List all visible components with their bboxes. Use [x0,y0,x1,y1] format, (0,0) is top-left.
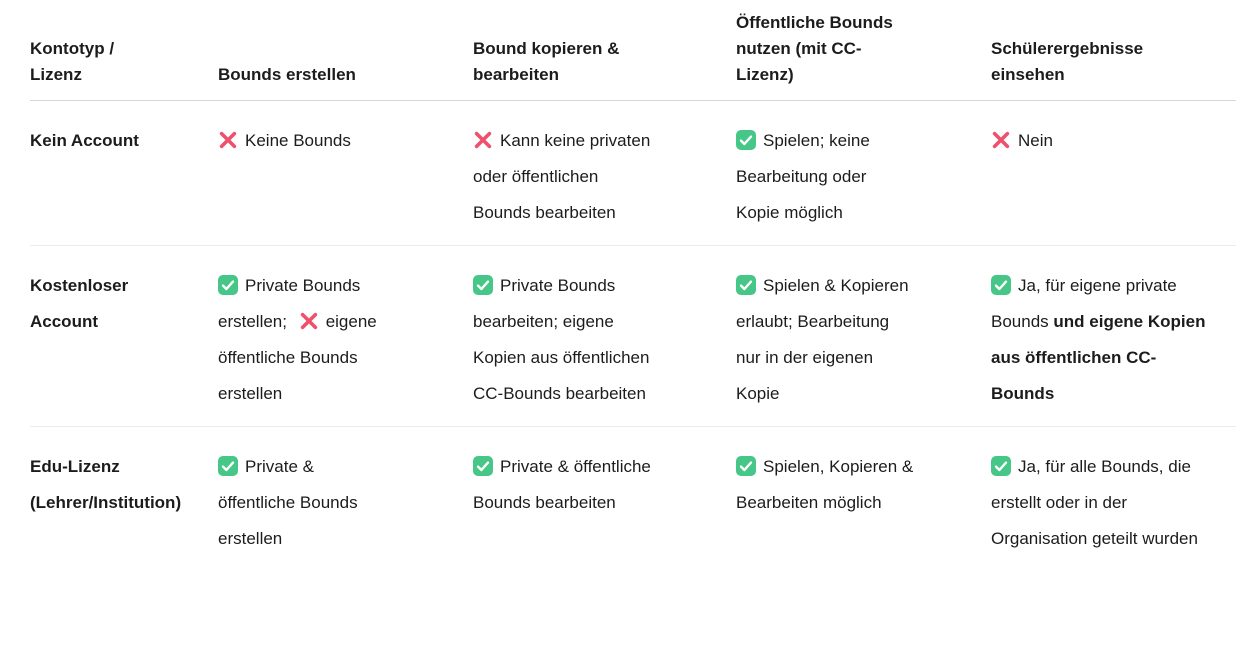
table-body [30,101,1236,572]
table-cell [218,427,473,572]
check-icon [736,130,756,150]
col-header-bound-kopieren-bearbeiten: Bound kopieren & bearbeiten [473,0,736,101]
table-row [30,246,1236,427]
check-icon [473,275,493,295]
check-icon [991,456,1011,476]
table-cell [218,246,473,427]
cross-icon [991,130,1011,150]
cell-text: Kann keine privaten oder öffentlichen Bounds bearbeiten [473,131,651,222]
cell-text: Private Bounds erstellen; [218,276,361,331]
cell-text: Ja, für eigene private Bounds [991,276,1177,331]
table-cell [473,101,736,246]
cell-text: Private & öffentliche Bounds erstellen [218,457,358,548]
check-icon [736,456,756,476]
table-cell [991,427,1236,572]
cell-text: eigene öffentliche Bounds erstellen [218,312,377,403]
table-cell [991,246,1236,427]
table-cell [991,101,1236,246]
row-label: Kostenloser Account [30,246,218,427]
row-label: Edu-Lizenz (Lehrer/Institution) [30,427,218,572]
table-cell [736,246,991,427]
table-cell [473,246,736,427]
table-cell [736,101,991,246]
check-icon [991,275,1011,295]
check-icon [473,456,493,476]
cross-icon [218,130,238,150]
cell-text: Private Bounds bearbeiten; eigene Kopien aus öffentlichen CC-Bounds bearbeiten [473,276,650,403]
check-icon [218,275,238,295]
table-row [30,101,1236,246]
cross-icon [473,130,493,150]
col-header-bounds-erstellen: Bounds erstellen [218,0,473,101]
permissions-table [30,0,1236,571]
cell-text: Nein [1018,131,1053,150]
row-label: Kein Account [30,131,139,150]
cell-text: Spielen; keine Bearbeitung oder Kopie möglich [736,131,870,222]
cell-text: Spielen & Kopieren erlaubt; Bearbeitung nur in der eigenen Kopie [736,276,909,403]
cell-text: Ja, für alle Bounds, die erstellt oder in der Organisation geteilt wurden [991,457,1198,548]
cross-icon [299,311,319,331]
check-icon [736,275,756,295]
cell-text: Private & öffentliche Bounds bearbeiten [473,457,651,512]
cell-text: Spielen, Kopieren & Bearbeiten möglich [736,457,914,512]
check-icon [218,456,238,476]
col-header-oeffentliche-bounds-nutzen: Öffentliche Bounds nutzen (mit CC-Lizenz) [736,0,991,101]
table-cell [473,427,736,572]
col-header-schuelerergebnisse-einsehen: Schülerergebnisse einsehen [991,0,1236,101]
cell-text: Keine Bounds [245,131,351,150]
header-row [30,0,1236,101]
table-cell [736,427,991,572]
table-row [30,427,1236,572]
col-header-kontotyp-lizenz: Kontotyp / Lizenz [30,0,218,101]
cell-text-bold: und eigene Kopien aus öffentlichen CC-Bounds [991,312,1206,403]
table-cell [218,101,473,246]
